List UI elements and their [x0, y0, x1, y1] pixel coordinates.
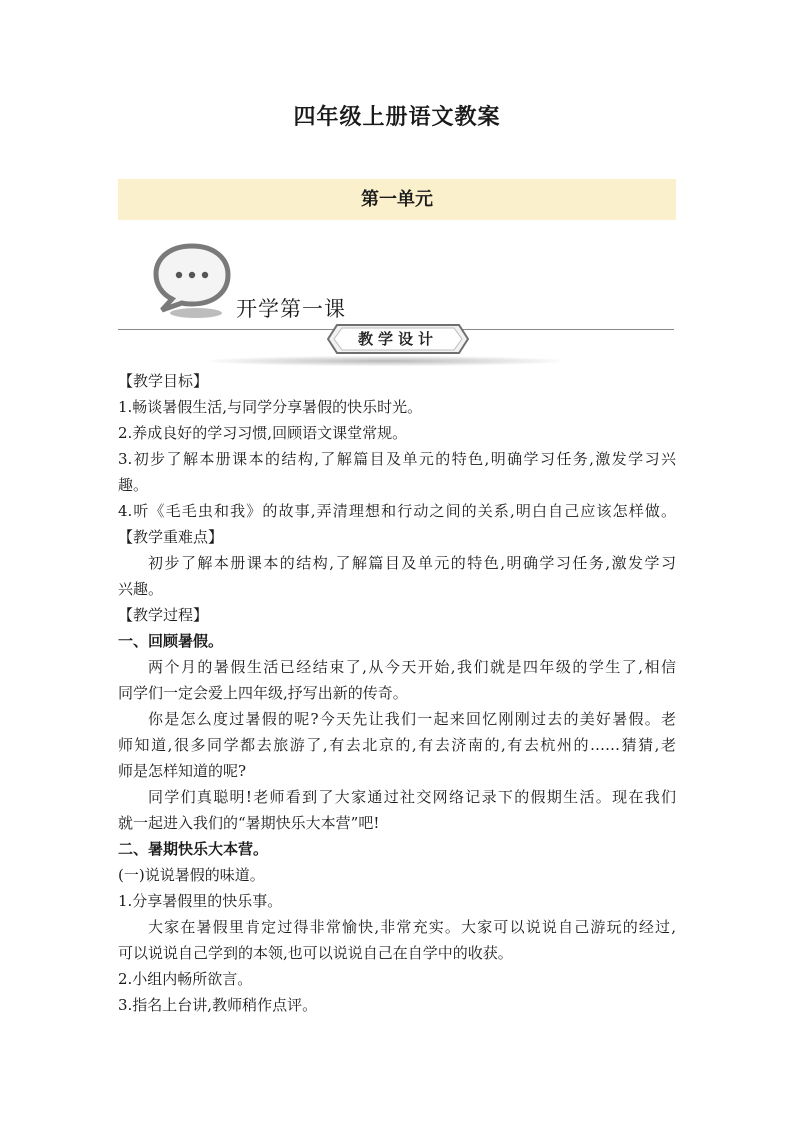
- text-line: 两个月的暑假生活已经结束了,从今天开始,我们就是四年级的学生了,相信: [148, 658, 676, 676]
- text-line: 就一起进入我们的“暑期快乐大本营”吧!: [118, 814, 380, 832]
- unit-title-band: 第一单元: [118, 179, 676, 220]
- text-line: 师知道,很多同学都去旅游了,有去北京的,有去济南的,有去杭州的……猜猜,老: [118, 736, 676, 754]
- text-line: 1.分享暑假里的快乐事。: [118, 892, 283, 910]
- lesson-title: 开学第一课: [236, 297, 346, 321]
- document-title: 四年级上册语文教案: [293, 104, 501, 130]
- text-line: 兴趣。: [118, 580, 164, 598]
- design-tab-label: 教学设计: [357, 330, 438, 348]
- text-line: 你是怎么度过暑假的呢?今天先让我们一起来回忆刚刚过去的美好暑假。老: [148, 710, 676, 728]
- text-line: 同学们一定会爱上四年级,抒写出新的传奇。: [118, 684, 408, 702]
- text-line: 初步了解本册课本的结构,了解篇目及单元的特色,明确学习任务,激发学习: [148, 554, 676, 572]
- step-heading: 一、回顾暑假。: [118, 632, 224, 650]
- text-line: 趣。: [118, 476, 149, 494]
- text-line: 可以说说自己学到的本领,也可以说说自己在自学中的收获。: [118, 944, 513, 962]
- text-line: 大家在暑假里肯定过得非常愉快,非常充实。大家可以说说自己游玩的经过,: [148, 918, 676, 936]
- text-line: 师是怎样知道的呢?: [118, 762, 247, 780]
- text-line: 同学们真聪明!老师看到了大家通过社交网络记录下的假期生活。现在我们: [148, 788, 676, 806]
- speech-bubble-icon: [148, 240, 238, 322]
- step-heading: 二、暑期快乐大本营。: [118, 840, 269, 858]
- text-line: 1.畅谈暑假生活,与同学分享暑假的快乐时光。: [118, 398, 423, 416]
- text-line: 4.听《毛毛虫和我》的故事,弄清理想和行动之间的关系,明白自己应该怎样做。: [118, 502, 676, 520]
- lesson-body: [118, 368, 676, 1018]
- section-heading: 【教学重难点】: [118, 528, 224, 546]
- divider-shadow: [210, 356, 560, 366]
- text-line: 3.指名上台讲,教师稍作点评。: [118, 996, 318, 1014]
- section-heading: 【教学过程】: [118, 606, 209, 624]
- text-line: 2.养成良好的学习习惯,回顾语文课堂常规。: [118, 424, 408, 442]
- text-line: 3.初步了解本册课本的结构,了解篇目及单元的特色,明确学习任务,激发学习兴: [118, 450, 676, 468]
- text-line: 2.小组内畅所欲言。: [118, 970, 253, 988]
- section-heading: 【教学目标】: [118, 372, 209, 390]
- text-line: (一)说说暑假的味道。: [118, 866, 265, 884]
